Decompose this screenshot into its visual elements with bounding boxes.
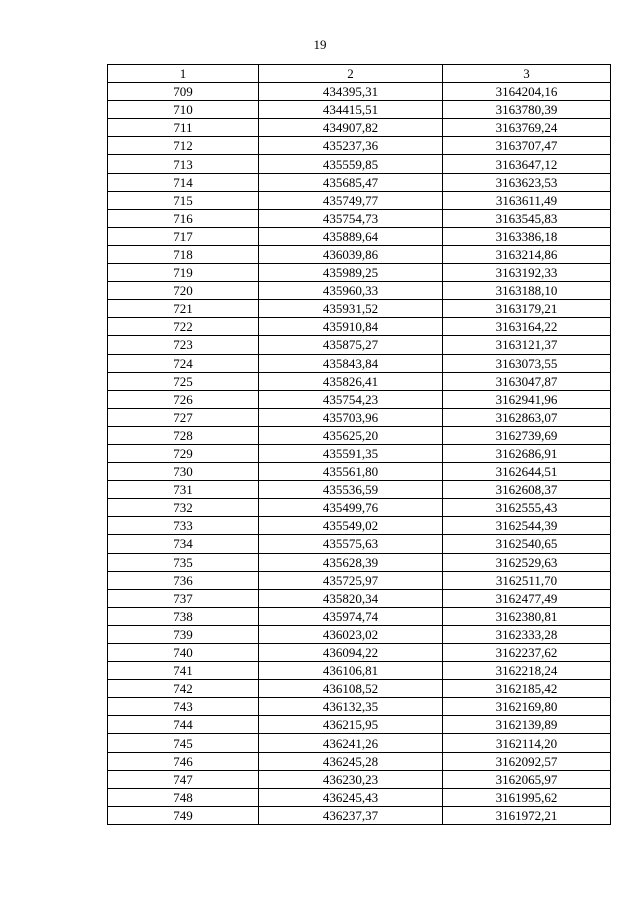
- table-row: [108, 336, 611, 354]
- point-number-cell: 748: [108, 788, 259, 806]
- point-number-cell: 727: [108, 408, 259, 426]
- coordinate-x-cell: 435826,41: [259, 372, 443, 390]
- coordinate-y-cell: 3162608,37: [443, 481, 611, 499]
- point-number-cell: 724: [108, 354, 259, 372]
- coordinate-y-cell: 3161972,21: [443, 806, 611, 824]
- point-number-cell: 736: [108, 571, 259, 589]
- coordinate-y-cell: 3162185,42: [443, 680, 611, 698]
- point-number-cell: 718: [108, 245, 259, 263]
- coordinate-y-cell: 3162169,80: [443, 698, 611, 716]
- point-number-cell: 716: [108, 209, 259, 227]
- coordinate-y-cell: 3162092,57: [443, 752, 611, 770]
- coordinate-x-cell: 435625,20: [259, 426, 443, 444]
- coordinate-y-cell: 3162477,49: [443, 589, 611, 607]
- table-row: [108, 589, 611, 607]
- coordinate-x-cell: 435628,39: [259, 553, 443, 571]
- coordinate-y-cell: 3161995,62: [443, 788, 611, 806]
- table-row: [108, 770, 611, 788]
- coordinate-y-cell: 3163179,21: [443, 300, 611, 318]
- point-number-cell: 742: [108, 680, 259, 698]
- table-row: [108, 372, 611, 390]
- table-row: [108, 390, 611, 408]
- coordinate-y-cell: 3162544,39: [443, 517, 611, 535]
- table-row: [108, 408, 611, 426]
- point-number-cell: 743: [108, 698, 259, 716]
- point-number-cell: 737: [108, 589, 259, 607]
- table-row: [108, 101, 611, 119]
- table-row: [108, 806, 611, 824]
- coordinate-y-cell: 3163047,87: [443, 372, 611, 390]
- table-row: [108, 644, 611, 662]
- table-row: [108, 318, 611, 336]
- table-row: [108, 155, 611, 173]
- coordinate-y-cell: 3163192,33: [443, 264, 611, 282]
- table-row: [108, 607, 611, 625]
- coordinate-x-cell: 435754,23: [259, 390, 443, 408]
- point-number-cell: 710: [108, 101, 259, 119]
- point-number-cell: 747: [108, 770, 259, 788]
- point-number-cell: 711: [108, 119, 259, 137]
- coordinate-x-cell: 435960,33: [259, 282, 443, 300]
- point-number-cell: 728: [108, 426, 259, 444]
- point-number-cell: 735: [108, 553, 259, 571]
- coordinate-y-cell: 3162529,63: [443, 553, 611, 571]
- point-number-cell: 732: [108, 499, 259, 517]
- coordinate-y-cell: 3162555,43: [443, 499, 611, 517]
- column-header-3: 3: [443, 65, 611, 83]
- coordinate-y-cell: 3163623,53: [443, 173, 611, 191]
- point-number-cell: 714: [108, 173, 259, 191]
- table-row: [108, 426, 611, 444]
- coordinate-x-cell: 436215,95: [259, 716, 443, 734]
- table-row: [108, 553, 611, 571]
- table-row: [108, 227, 611, 245]
- coordinate-y-cell: 3162739,69: [443, 426, 611, 444]
- coordinate-y-cell: 3162114,20: [443, 734, 611, 752]
- point-number-cell: 730: [108, 463, 259, 481]
- coordinate-x-cell: 435931,52: [259, 300, 443, 318]
- table-row: [108, 282, 611, 300]
- coordinate-y-cell: 3162237,62: [443, 644, 611, 662]
- coordinate-x-cell: 436245,43: [259, 788, 443, 806]
- coordinate-x-cell: 435725,97: [259, 571, 443, 589]
- coordinate-x-cell: 435820,34: [259, 589, 443, 607]
- coordinate-x-cell: 435237,36: [259, 137, 443, 155]
- table-row: [108, 625, 611, 643]
- coordinate-y-cell: 3163073,55: [443, 354, 611, 372]
- coordinate-x-cell: 435989,25: [259, 264, 443, 282]
- coordinates-table: [107, 64, 611, 825]
- table-header: [108, 65, 611, 83]
- coordinate-x-cell: 435561,80: [259, 463, 443, 481]
- coordinate-y-cell: 3162686,91: [443, 444, 611, 462]
- table-row: [108, 300, 611, 318]
- coordinate-x-cell: 436245,28: [259, 752, 443, 770]
- coordinate-y-cell: 3163386,18: [443, 227, 611, 245]
- coordinate-y-cell: 3162540,65: [443, 535, 611, 553]
- coordinate-x-cell: 434395,31: [259, 83, 443, 101]
- coordinate-x-cell: 435889,64: [259, 227, 443, 245]
- table-row: [108, 752, 611, 770]
- point-number-cell: 740: [108, 644, 259, 662]
- coordinate-x-cell: 436108,52: [259, 680, 443, 698]
- coordinate-y-cell: 3163647,12: [443, 155, 611, 173]
- coordinate-y-cell: 3162644,51: [443, 463, 611, 481]
- coordinate-y-cell: 3162380,81: [443, 607, 611, 625]
- table-row: [108, 83, 611, 101]
- coordinate-x-cell: 435843,84: [259, 354, 443, 372]
- table-row: [108, 209, 611, 227]
- coordinate-x-cell: 435559,85: [259, 155, 443, 173]
- coordinate-y-cell: 3162941,96: [443, 390, 611, 408]
- coordinate-x-cell: 435549,02: [259, 517, 443, 535]
- coordinate-x-cell: 435910,84: [259, 318, 443, 336]
- point-number-cell: 709: [108, 83, 259, 101]
- coordinate-y-cell: 3163545,83: [443, 209, 611, 227]
- point-number-cell: 741: [108, 662, 259, 680]
- point-number-cell: 715: [108, 191, 259, 209]
- point-number-cell: 712: [108, 137, 259, 155]
- table-row: [108, 191, 611, 209]
- point-number-cell: 726: [108, 390, 259, 408]
- coordinate-y-cell: 3164204,16: [443, 83, 611, 101]
- coordinate-y-cell: 3163121,37: [443, 336, 611, 354]
- coordinate-y-cell: 3162065,97: [443, 770, 611, 788]
- coordinate-x-cell: 435703,96: [259, 408, 443, 426]
- coordinate-x-cell: 434415,51: [259, 101, 443, 119]
- table-row: [108, 662, 611, 680]
- coordinate-x-cell: 435536,59: [259, 481, 443, 499]
- table-row: [108, 173, 611, 191]
- point-number-cell: 719: [108, 264, 259, 282]
- coordinate-y-cell: 3163780,39: [443, 101, 611, 119]
- point-number-cell: 733: [108, 517, 259, 535]
- coordinate-y-cell: 3162333,28: [443, 625, 611, 643]
- table-row: [108, 571, 611, 589]
- table-row: [108, 463, 611, 481]
- table-row: [108, 499, 611, 517]
- point-number-cell: 734: [108, 535, 259, 553]
- point-number-cell: 738: [108, 607, 259, 625]
- table-row: [108, 245, 611, 263]
- point-number-cell: 749: [108, 806, 259, 824]
- coordinate-y-cell: 3162218,24: [443, 662, 611, 680]
- table-row: [108, 734, 611, 752]
- point-number-cell: 744: [108, 716, 259, 734]
- coordinate-x-cell: 435974,74: [259, 607, 443, 625]
- table-row: [108, 137, 611, 155]
- coordinate-x-cell: 436241,26: [259, 734, 443, 752]
- coordinate-x-cell: 436039,86: [259, 245, 443, 263]
- table-body: [108, 83, 611, 825]
- table-row: [108, 119, 611, 137]
- point-number-cell: 713: [108, 155, 259, 173]
- coordinate-x-cell: 436132,35: [259, 698, 443, 716]
- table-row: [108, 354, 611, 372]
- table-row: [108, 716, 611, 734]
- column-header-2: 2: [259, 65, 443, 83]
- coordinate-y-cell: 3163214,86: [443, 245, 611, 263]
- coordinate-x-cell: 436106,81: [259, 662, 443, 680]
- page-number: 19: [313, 37, 327, 52]
- coordinate-y-cell: 3163707,47: [443, 137, 611, 155]
- table-row: [108, 444, 611, 462]
- table-row: [108, 517, 611, 535]
- point-number-cell: 722: [108, 318, 259, 336]
- point-number-cell: 725: [108, 372, 259, 390]
- table-row: [108, 264, 611, 282]
- table-row: [108, 680, 611, 698]
- table-row: [108, 788, 611, 806]
- coordinate-y-cell: 3162863,07: [443, 408, 611, 426]
- header-row: [108, 65, 611, 83]
- point-number-cell: 745: [108, 734, 259, 752]
- point-number-cell: 720: [108, 282, 259, 300]
- point-number-cell: 723: [108, 336, 259, 354]
- point-number-cell: 721: [108, 300, 259, 318]
- table-row: [108, 481, 611, 499]
- point-number-cell: 729: [108, 444, 259, 462]
- point-number-cell: 717: [108, 227, 259, 245]
- coordinate-y-cell: 3163769,24: [443, 119, 611, 137]
- coordinate-x-cell: 435499,76: [259, 499, 443, 517]
- coordinate-x-cell: 435749,77: [259, 191, 443, 209]
- coordinate-y-cell: 3163164,22: [443, 318, 611, 336]
- coordinate-x-cell: 434907,82: [259, 119, 443, 137]
- coordinate-y-cell: 3162139,89: [443, 716, 611, 734]
- point-number-cell: 731: [108, 481, 259, 499]
- coordinate-x-cell: 436237,37: [259, 806, 443, 824]
- point-number-cell: 746: [108, 752, 259, 770]
- coordinate-x-cell: 435591,35: [259, 444, 443, 462]
- coordinate-y-cell: 3162511,70: [443, 571, 611, 589]
- coordinate-x-cell: 435754,73: [259, 209, 443, 227]
- coordinate-x-cell: 435575,63: [259, 535, 443, 553]
- table-row: [108, 535, 611, 553]
- coordinate-y-cell: 3163611,49: [443, 191, 611, 209]
- point-number-cell: 739: [108, 625, 259, 643]
- coordinate-x-cell: 436230,23: [259, 770, 443, 788]
- column-header-1: 1: [108, 65, 259, 83]
- coordinate-y-cell: 3163188,10: [443, 282, 611, 300]
- table-row: [108, 698, 611, 716]
- coordinate-x-cell: 435685,47: [259, 173, 443, 191]
- coordinate-x-cell: 436023,02: [259, 625, 443, 643]
- coordinate-x-cell: 436094,22: [259, 644, 443, 662]
- coordinate-x-cell: 435875,27: [259, 336, 443, 354]
